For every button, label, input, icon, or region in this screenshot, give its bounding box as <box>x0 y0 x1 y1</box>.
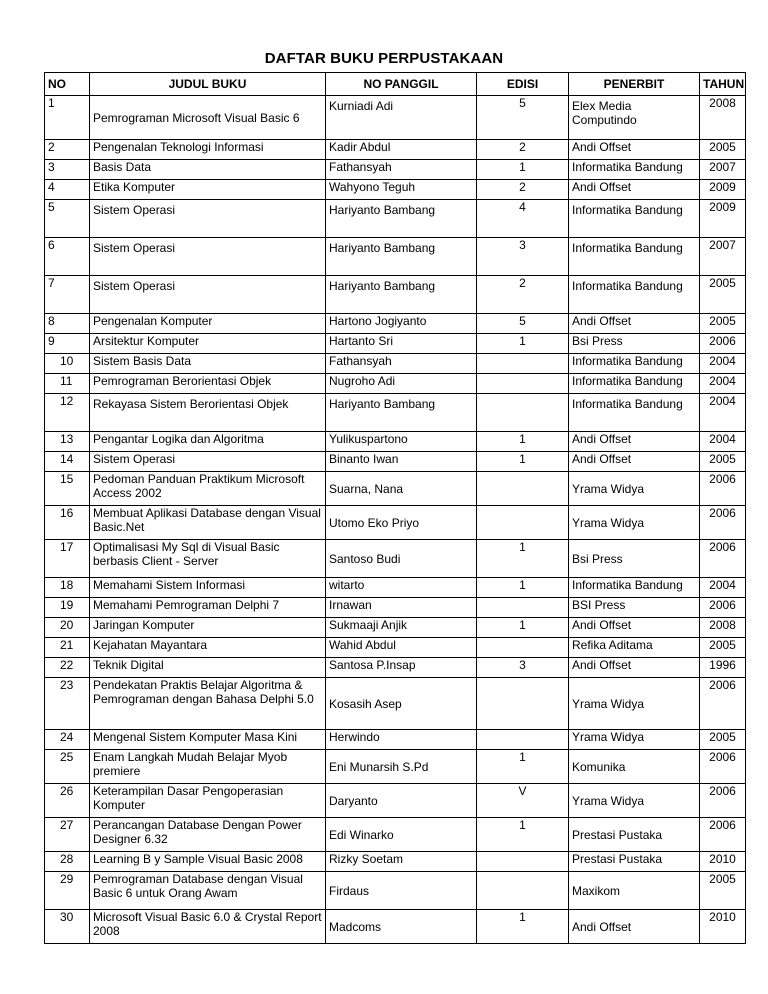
table-row <box>45 472 746 506</box>
header-penerbit: PENERBIT <box>569 73 700 96</box>
cell-no: 5 <box>45 200 90 238</box>
cell-panggil: Hariyanto Bambang <box>326 200 477 238</box>
cell-edisi: 3 <box>477 238 569 276</box>
cell-no: 9 <box>45 334 90 354</box>
cell-no: 11 <box>45 374 90 394</box>
table-row <box>45 750 746 784</box>
cell-no: 20 <box>45 618 90 638</box>
cell-panggil: Wahid Abdul <box>326 638 477 658</box>
cell-edisi: 5 <box>477 314 569 334</box>
cell-tahun: 2006 <box>700 784 746 818</box>
cell-tahun: 2006 <box>700 598 746 618</box>
table-row <box>45 852 746 872</box>
table-row <box>45 96 746 140</box>
cell-panggil: Hariyanto Bambang <box>326 394 477 432</box>
cell-tahun: 2008 <box>700 618 746 638</box>
table-row <box>45 540 746 578</box>
table-row <box>45 784 746 818</box>
cell-no: 23 <box>45 678 90 730</box>
cell-tahun: 2005 <box>700 638 746 658</box>
cell-judul: Pedoman Panduan Praktikum Microsoft Access 2002 <box>90 472 326 506</box>
cell-penerbit: Prestasi Pustaka <box>569 818 700 852</box>
header-judul: JUDUL BUKU <box>90 73 326 96</box>
cell-edisi: 4 <box>477 200 569 238</box>
cell-judul: Pengenalan Teknologi Informasi <box>90 140 326 160</box>
cell-no: 16 <box>45 506 90 540</box>
table-row <box>45 394 746 432</box>
cell-no: 30 <box>45 910 90 944</box>
cell-tahun: 2005 <box>700 730 746 750</box>
cell-panggil: Hartono Jogiyanto <box>326 314 477 334</box>
cell-penerbit: Andi Offset <box>569 314 700 334</box>
cell-edisi: V <box>477 784 569 818</box>
cell-edisi: 1 <box>477 432 569 452</box>
cell-tahun: 2009 <box>700 180 746 200</box>
cell-no: 8 <box>45 314 90 334</box>
cell-judul: Sistem Operasi <box>90 276 326 314</box>
cell-panggil: Kosasih Asep <box>326 678 477 730</box>
cell-penerbit: Informatika Bandung <box>569 160 700 180</box>
table-row <box>45 334 746 354</box>
cell-panggil: Utomo Eko Priyo <box>326 506 477 540</box>
cell-judul: Membuat Aplikasi Database dengan Visual Basic.Net <box>90 506 326 540</box>
cell-penerbit: Informatika Bandung <box>569 276 700 314</box>
table-row <box>45 276 746 314</box>
cell-no: 24 <box>45 730 90 750</box>
table-row <box>45 910 746 944</box>
table-body <box>45 96 746 944</box>
cell-panggil: Daryanto <box>326 784 477 818</box>
cell-tahun: 2004 <box>700 354 746 374</box>
cell-tahun: 1996 <box>700 658 746 678</box>
cell-panggil: Madcoms <box>326 910 477 944</box>
cell-penerbit: Andi Offset <box>569 140 700 160</box>
cell-edisi: 5 <box>477 96 569 140</box>
cell-no: 2 <box>45 140 90 160</box>
cell-penerbit: Bsi Press <box>569 334 700 354</box>
cell-no: 4 <box>45 180 90 200</box>
cell-tahun: 2005 <box>700 314 746 334</box>
page-title: DAFTAR BUKU PERPUSTAKAAN <box>264 50 504 67</box>
cell-tahun: 2005 <box>700 872 746 910</box>
cell-panggil: Hariyanto Bambang <box>326 238 477 276</box>
cell-penerbit: Andi Offset <box>569 180 700 200</box>
cell-penerbit: BSI Press <box>569 598 700 618</box>
cell-judul: Sistem Operasi <box>90 452 326 472</box>
cell-penerbit: Yrama Widya <box>569 784 700 818</box>
cell-edisi <box>477 374 569 394</box>
cell-judul: Learning B y Sample Visual Basic 2008 <box>90 852 326 872</box>
cell-penerbit: Informatika Bandung <box>569 374 700 394</box>
table-row <box>45 432 746 452</box>
book-table <box>44 72 746 944</box>
table-row <box>45 872 746 910</box>
cell-edisi <box>477 678 569 730</box>
cell-judul: Optimalisasi My Sql di Visual Basic berbasis Client - Server <box>90 540 326 578</box>
cell-panggil: Hariyanto Bambang <box>326 276 477 314</box>
cell-panggil: Nugroho Adi <box>326 374 477 394</box>
cell-penerbit: Yrama Widya <box>569 678 700 730</box>
cell-judul: Etika Komputer <box>90 180 326 200</box>
cell-no: 22 <box>45 658 90 678</box>
cell-penerbit: Informatika Bandung <box>569 200 700 238</box>
table-row <box>45 578 746 598</box>
table-row <box>45 678 746 730</box>
cell-tahun: 2004 <box>700 374 746 394</box>
table-row <box>45 374 746 394</box>
cell-no: 13 <box>45 432 90 452</box>
cell-judul: Sistem Operasi <box>90 200 326 238</box>
cell-panggil: witarto <box>326 578 477 598</box>
cell-panggil: Santoso Budi <box>326 540 477 578</box>
cell-tahun: 2007 <box>700 238 746 276</box>
cell-edisi <box>477 598 569 618</box>
cell-edisi <box>477 472 569 506</box>
cell-tahun: 2004 <box>700 394 746 432</box>
cell-no: 6 <box>45 238 90 276</box>
header-no: NO <box>45 73 90 96</box>
cell-panggil: Kadir Abdul <box>326 140 477 160</box>
cell-edisi: 1 <box>477 452 569 472</box>
cell-judul: Arsitektur Komputer <box>90 334 326 354</box>
cell-tahun: 2006 <box>700 334 746 354</box>
cell-panggil: Herwindo <box>326 730 477 750</box>
table-header-row <box>45 73 746 96</box>
cell-edisi: 3 <box>477 658 569 678</box>
cell-judul: Sistem Operasi <box>90 238 326 276</box>
cell-tahun: 2004 <box>700 578 746 598</box>
cell-judul: Pemrograman Berorientasi Objek <box>90 374 326 394</box>
cell-judul: Pemrograman Microsoft Visual Basic 6 <box>90 96 326 140</box>
cell-judul: Basis Data <box>90 160 326 180</box>
cell-judul: Memahami Pemrograman Delphi 7 <box>90 598 326 618</box>
cell-penerbit: Andi Offset <box>569 452 700 472</box>
cell-penerbit: Komunika <box>569 750 700 784</box>
header-panggil: NO PANGGIL <box>326 73 477 96</box>
cell-penerbit: Informatika Bandung <box>569 578 700 598</box>
cell-no: 26 <box>45 784 90 818</box>
cell-penerbit: Yrama Widya <box>569 730 700 750</box>
cell-panggil: Kurniadi Adi <box>326 96 477 140</box>
cell-edisi: 2 <box>477 140 569 160</box>
cell-penerbit: Yrama Widya <box>569 506 700 540</box>
cell-edisi: 2 <box>477 180 569 200</box>
cell-panggil: Edi Winarko <box>326 818 477 852</box>
table-row <box>45 140 746 160</box>
table-row <box>45 452 746 472</box>
cell-edisi <box>477 506 569 540</box>
cell-judul: Jaringan Komputer <box>90 618 326 638</box>
cell-panggil: Rizky Soetam <box>326 852 477 872</box>
cell-edisi <box>477 354 569 374</box>
cell-no: 10 <box>45 354 90 374</box>
cell-judul: Memahami Sistem Informasi <box>90 578 326 598</box>
table-row <box>45 818 746 852</box>
cell-tahun: 2005 <box>700 452 746 472</box>
cell-tahun: 2006 <box>700 818 746 852</box>
cell-tahun: 2007 <box>700 160 746 180</box>
cell-no: 28 <box>45 852 90 872</box>
table-row <box>45 314 746 334</box>
cell-tahun: 2006 <box>700 540 746 578</box>
cell-judul: Pemrograman Database dengan Visual Basic 6 untuk Orang Awam <box>90 872 326 910</box>
table-row <box>45 506 746 540</box>
cell-panggil: Suarna, Nana <box>326 472 477 506</box>
cell-penerbit: Andi Offset <box>569 910 700 944</box>
cell-no: 27 <box>45 818 90 852</box>
cell-edisi: 1 <box>477 910 569 944</box>
cell-no: 25 <box>45 750 90 784</box>
cell-no: 7 <box>45 276 90 314</box>
cell-penerbit: Refika Aditama <box>569 638 700 658</box>
cell-panggil: Wahyono Teguh <box>326 180 477 200</box>
cell-tahun: 2006 <box>700 678 746 730</box>
cell-panggil: Santosa P.Insap <box>326 658 477 678</box>
cell-judul: Teknik Digital <box>90 658 326 678</box>
cell-edisi: 1 <box>477 818 569 852</box>
cell-panggil: Firdaus <box>326 872 477 910</box>
table-row <box>45 730 746 750</box>
cell-penerbit: Andi Offset <box>569 658 700 678</box>
cell-judul: Microsoft Visual Basic 6.0 & Crystal Report 2008 <box>90 910 326 944</box>
cell-no: 12 <box>45 394 90 432</box>
cell-panggil: Fathansyah <box>326 160 477 180</box>
cell-panggil: Yulikuspartono <box>326 432 477 452</box>
cell-no: 18 <box>45 578 90 598</box>
cell-edisi <box>477 730 569 750</box>
cell-tahun: 2010 <box>700 852 746 872</box>
table-row <box>45 598 746 618</box>
cell-penerbit: Informatika Bandung <box>569 394 700 432</box>
cell-judul: Keterampilan Dasar Pengoperasian Komputer <box>90 784 326 818</box>
cell-judul: Mengenal Sistem Komputer Masa Kini <box>90 730 326 750</box>
cell-no: 19 <box>45 598 90 618</box>
cell-panggil: Eni Munarsih S.Pd <box>326 750 477 784</box>
cell-penerbit: Andi Offset <box>569 618 700 638</box>
cell-edisi <box>477 872 569 910</box>
cell-penerbit: Bsi Press <box>569 540 700 578</box>
cell-no: 29 <box>45 872 90 910</box>
cell-tahun: 2005 <box>700 140 746 160</box>
cell-judul: Pendekatan Praktis Belajar Algoritma & Pemrograman dengan Bahasa Delphi 5.0 <box>90 678 326 730</box>
cell-panggil: Fathansyah <box>326 354 477 374</box>
cell-edisi <box>477 852 569 872</box>
cell-panggil: Binanto Iwan <box>326 452 477 472</box>
cell-edisi: 1 <box>477 750 569 784</box>
cell-tahun: 2006 <box>700 506 746 540</box>
cell-tahun: 2005 <box>700 276 746 314</box>
header-tahun: TAHUN <box>700 73 746 96</box>
cell-tahun: 2004 <box>700 432 746 452</box>
table-row <box>45 638 746 658</box>
table-row <box>45 200 746 238</box>
table-row <box>45 658 746 678</box>
cell-judul: Sistem Basis Data <box>90 354 326 374</box>
cell-edisi: 1 <box>477 578 569 598</box>
cell-tahun: 2006 <box>700 750 746 784</box>
cell-penerbit: Maxikom <box>569 872 700 910</box>
cell-edisi: 1 <box>477 618 569 638</box>
cell-panggil: Irnawan <box>326 598 477 618</box>
cell-no: 1 <box>45 96 90 140</box>
cell-edisi: 1 <box>477 334 569 354</box>
table-row <box>45 160 746 180</box>
cell-edisi <box>477 638 569 658</box>
cell-panggil: Sukmaaji Anjik <box>326 618 477 638</box>
header-edisi: EDISI <box>477 73 569 96</box>
cell-no: 15 <box>45 472 90 506</box>
cell-tahun: 2006 <box>700 472 746 506</box>
cell-no: 17 <box>45 540 90 578</box>
cell-edisi: 1 <box>477 160 569 180</box>
cell-penerbit: Elex Media Computindo <box>569 96 700 140</box>
cell-penerbit: Informatika Bandung <box>569 354 700 374</box>
table-row <box>45 618 746 638</box>
cell-edisi: 2 <box>477 276 569 314</box>
cell-penerbit: Informatika Bandung <box>569 238 700 276</box>
cell-judul: Pengenalan Komputer <box>90 314 326 334</box>
table-row <box>45 354 746 374</box>
cell-panggil: Hartanto Sri <box>326 334 477 354</box>
cell-penerbit: Yrama Widya <box>569 472 700 506</box>
cell-judul: Rekayasa Sistem Berorientasi Objek <box>90 394 326 432</box>
cell-no: 14 <box>45 452 90 472</box>
cell-no: 3 <box>45 160 90 180</box>
cell-tahun: 2010 <box>700 910 746 944</box>
cell-tahun: 2009 <box>700 200 746 238</box>
cell-judul: Pengantar Logika dan Algoritma <box>90 432 326 452</box>
cell-penerbit: Andi Offset <box>569 432 700 452</box>
cell-judul: Enam Langkah Mudah Belajar Myob premiere <box>90 750 326 784</box>
cell-tahun: 2008 <box>700 96 746 140</box>
cell-judul: Kejahatan Mayantara <box>90 638 326 658</box>
cell-edisi <box>477 394 569 432</box>
cell-penerbit: Prestasi Pustaka <box>569 852 700 872</box>
table-row <box>45 180 746 200</box>
table-row <box>45 238 746 276</box>
cell-judul: Perancangan Database Dengan Power Designer 6.32 <box>90 818 326 852</box>
cell-edisi: 1 <box>477 540 569 578</box>
cell-no: 21 <box>45 638 90 658</box>
